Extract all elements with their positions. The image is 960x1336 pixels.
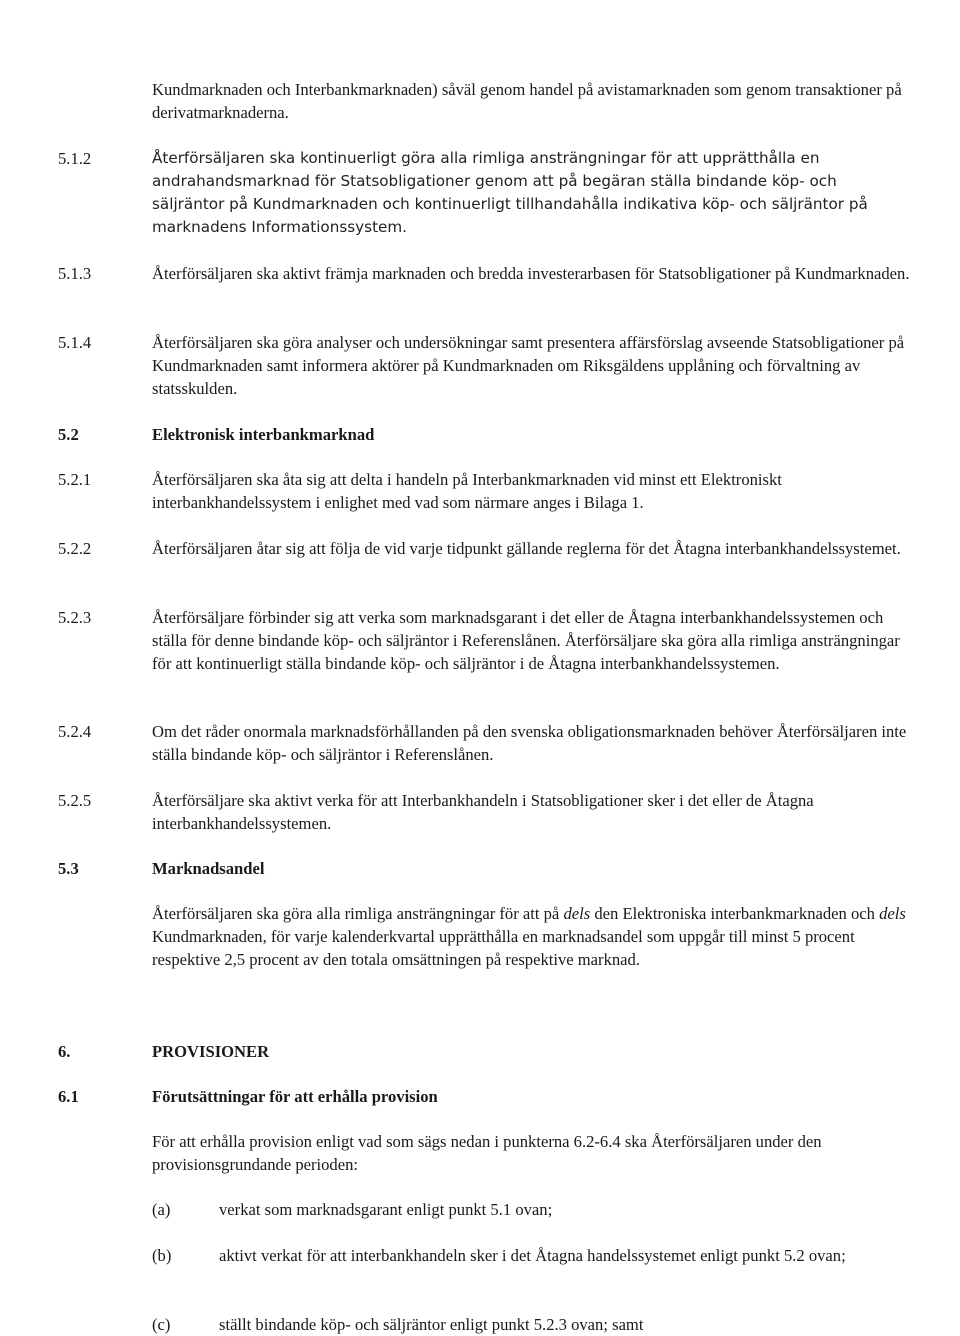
section-5-2-4-text: Om det råder onormala marknadsförhållanden på den svenska obligationsmarknaden behöver Återförsäljaren inte ställa bindande köp- och säljräntor i Referenslånen. [152, 722, 907, 764]
section-5-2-2-text: Återförsäljaren åtar sig att följa de vid varje tidpunkt gällande reglerna för det Åtagna interbankhandelssystemet. [152, 539, 901, 558]
list-item-label: (c) [152, 1315, 171, 1334]
section-number: 5.1.4 [58, 333, 92, 352]
heading-6-1: Förutsättningar för att erhålla provision [152, 1087, 438, 1106]
list-item-text: ställt bindande köp- och säljräntor enligt punkt 5.2.3 ovan; samt [219, 1315, 644, 1334]
text-run: den Elektroniska interbankmarknaden och [590, 904, 880, 923]
section-number: 5.2.3 [58, 608, 92, 627]
section-number: 5.2.5 [58, 791, 92, 810]
section-number: 5.2.1 [58, 470, 92, 489]
section-5-3-text [152, 902, 912, 971]
heading-number: 6.1 [58, 1087, 79, 1106]
emphasis: dels [879, 904, 906, 923]
heading-5-2: Elektronisk interbankmarknad [152, 425, 375, 444]
list-item-text: verkat som marknadsgarant enligt punkt 5.1 ovan; [219, 1200, 553, 1219]
list-item-label: (b) [152, 1246, 172, 1265]
section-6-1-text: För att erhålla provision enligt vad som sägs nedan i punkterna 6.2-6.4 ska Återförsäljaren under den provisionsgrundande perioden: [152, 1132, 822, 1174]
section-number: 5.1.3 [58, 264, 92, 283]
section-number: 5.2.2 [58, 539, 92, 558]
section-5-1-2-text: Återförsäljaren ska kontinuerligt göra alla rimliga ansträngningar för att upprätthålla en andrahandsmarknad för Statsobligationer genom att på begäran ställa bindande köp- och säljräntor på Kundmarknaden och kontinuerligt tillhandahålla indikativa köp- och säljräntor på marknadens Informationssystem. [152, 149, 868, 236]
section-number: 5.2.4 [58, 722, 92, 741]
section-5-1-4-text: Återförsäljaren ska göra analyser och undersökningar samt presentera affärsförslag avseende Statsobligationer på Kundmarknaden samt informera aktörer på Kundmarknaden om Riksgäldens upplåning och förvaltning av statsskulden. [152, 333, 905, 398]
section-5-1-3-text: Återförsäljaren ska aktivt främja marknaden och bredda investerarbasen för Statsobligationer på Kundmarknaden. [152, 264, 910, 283]
heading-6: PROVISIONER [152, 1042, 270, 1061]
heading-number: 6. [58, 1042, 71, 1061]
section-5-2-1-text: Återförsäljaren ska åta sig att delta i handeln på Interbankmarknaden vid minst ett Elektroniskt interbankhandelssystem i enlighet med vad som närmare anges i Bilaga 1. [152, 470, 782, 512]
section-5-2-5-text: Återförsäljare ska aktivt verka för att Interbankhandeln i Statsobligationer sker i det eller de Åtagna interbankhandelssystemen. [152, 791, 814, 833]
intro-paragraph: Kundmarknaden och Interbankmarknaden) såväl genom handel på avistamarknaden som genom transaktioner på derivatmarknaderna. [152, 80, 902, 122]
section-number: 5.1.2 [58, 149, 92, 168]
heading-number: 5.3 [58, 859, 79, 878]
heading-number: 5.2 [58, 425, 79, 444]
text-run: Kundmarknaden, för varje kalenderkvartal upprätthålla en marknadsandel som uppgår till minst 5 procent respektive 2,5 procent av den totala omsättningen på respektive marknad. [152, 927, 855, 969]
heading-5-3: Marknadsandel [152, 859, 265, 878]
text-run: Återförsäljaren ska göra alla rimliga ansträngningar för att på [152, 904, 564, 923]
list-item-label: (a) [152, 1200, 171, 1219]
list-item-text: aktivt verkat för att interbankhandeln sker i det Åtagna handelssystemet enligt punkt 5.2 ovan; [219, 1246, 846, 1265]
emphasis: dels [563, 904, 591, 923]
section-5-2-3-text: Återförsäljare förbinder sig att verka som marknadsgarant i det eller de Åtagna interbankhandelssystemen och ställa för denne bindande köp- och säljräntor i Referenslånen. Återförsäljare ska göra alla rimliga ansträngningar för att kontinuerligt ställa bindande köp- och säljräntor i de Åtagna interbankhandelssystemen. [152, 608, 900, 673]
